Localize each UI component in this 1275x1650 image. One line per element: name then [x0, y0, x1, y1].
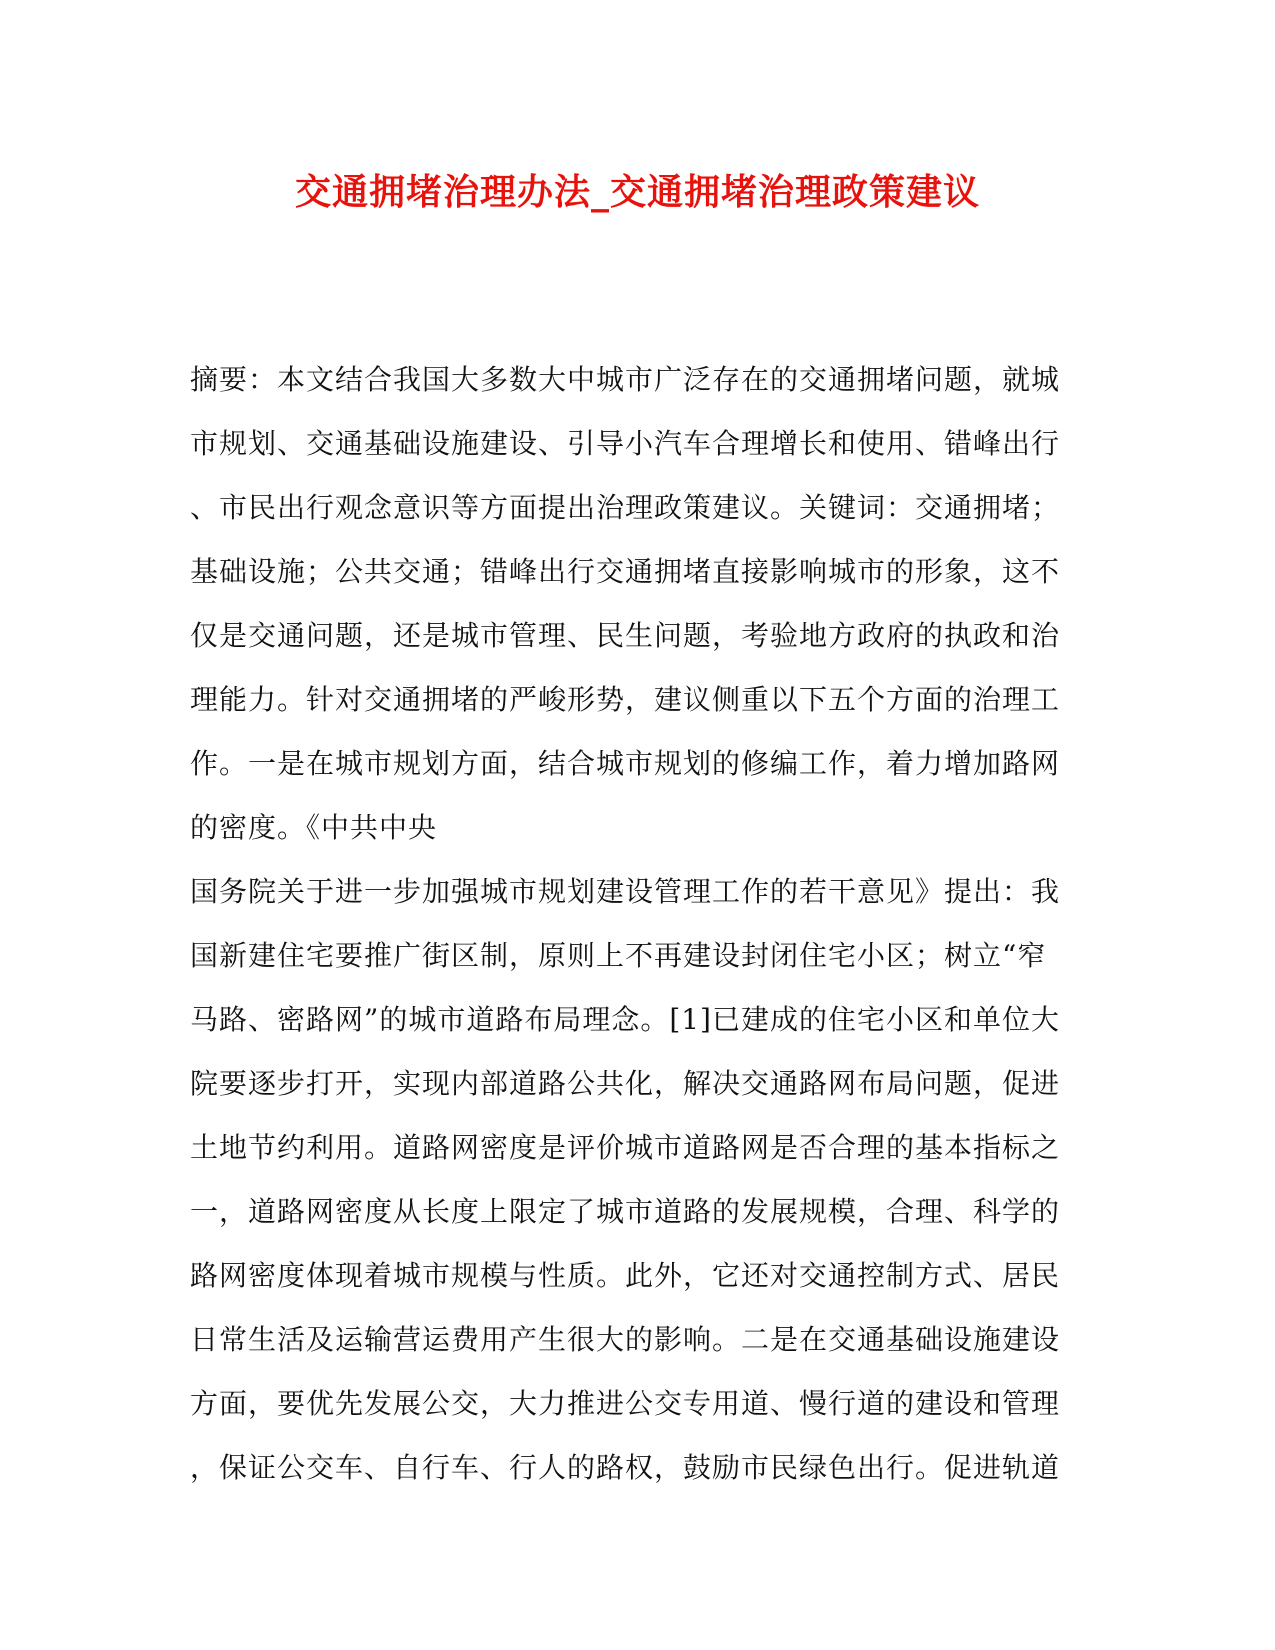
body-line-7: 作。一是在城市规划方面，结合城市规划的修编工作，着力增加路网 [190, 747, 1061, 780]
body-line-4: 基础设施；公共交通；错峰出行交通拥堵直接影响城市的形象，这不 [190, 555, 1061, 588]
body-line-16: 日常生活及运输营运费用产生很大的影响。二是在交通基础设施建设 [190, 1323, 1061, 1356]
body-line-8: 的密度。《中共中央 [190, 811, 438, 844]
body-line-14: 一，道路网密度从长度上限定了城市道路的发展规模，合理、科学的 [190, 1195, 1061, 1228]
body-line-3: 、市民出行观念意识等方面提出治理政策建议。关键词：交通拥堵； [190, 491, 1061, 524]
body-line-9: 国务院关于进一步加强城市规划建设管理工作的若干意见》提出：我 [190, 875, 1061, 908]
body-line-6: 理能力。针对交通拥堵的严峻形势，建议侧重以下五个方面的治理工 [190, 683, 1061, 716]
body-line-1: 摘要：本文结合我国大多数大中城市广泛存在的交通拥堵问题，就城 [190, 363, 1061, 396]
body-line-5: 仅是交通问题，还是城市管理、民生问题，考验地方政府的执政和治 [190, 619, 1061, 652]
document-body [190, 348, 1090, 1500]
body-line-10: 国新建住宅要推广街区制，原则上不再建设封闭住宅小区；树立“窄 [190, 939, 1047, 972]
body-line-2: 市规划、交通基础设施建设、引导小汽车合理增长和使用、错峰出行 [190, 427, 1061, 460]
body-line-12: 院要逐步打开，实现内部道路公共化，解决交通路网布局问题，促进 [190, 1067, 1061, 1100]
document-title: 交通拥堵治理办法_交通拥堵治理政策建议 [294, 171, 980, 213]
body-line-13: 土地节约利用。道路网密度是评价城市道路网是否合理的基本指标之 [190, 1131, 1061, 1164]
body-line-11: 马路、密路网”的城市道路布局理念。[1]已建成的住宅小区和单位大 [190, 1003, 1060, 1036]
body-line-18: ，保证公交车、自行车、行人的路权，鼓励市民绿色出行。促进轨道 [190, 1451, 1061, 1484]
body-line-15: 路网密度体现着城市规模与性质。此外，它还对交通控制方式、居民 [190, 1259, 1061, 1292]
body-line-17: 方面，要优先发展公交，大力推进公交专用道、慢行道的建设和管理 [190, 1387, 1061, 1420]
